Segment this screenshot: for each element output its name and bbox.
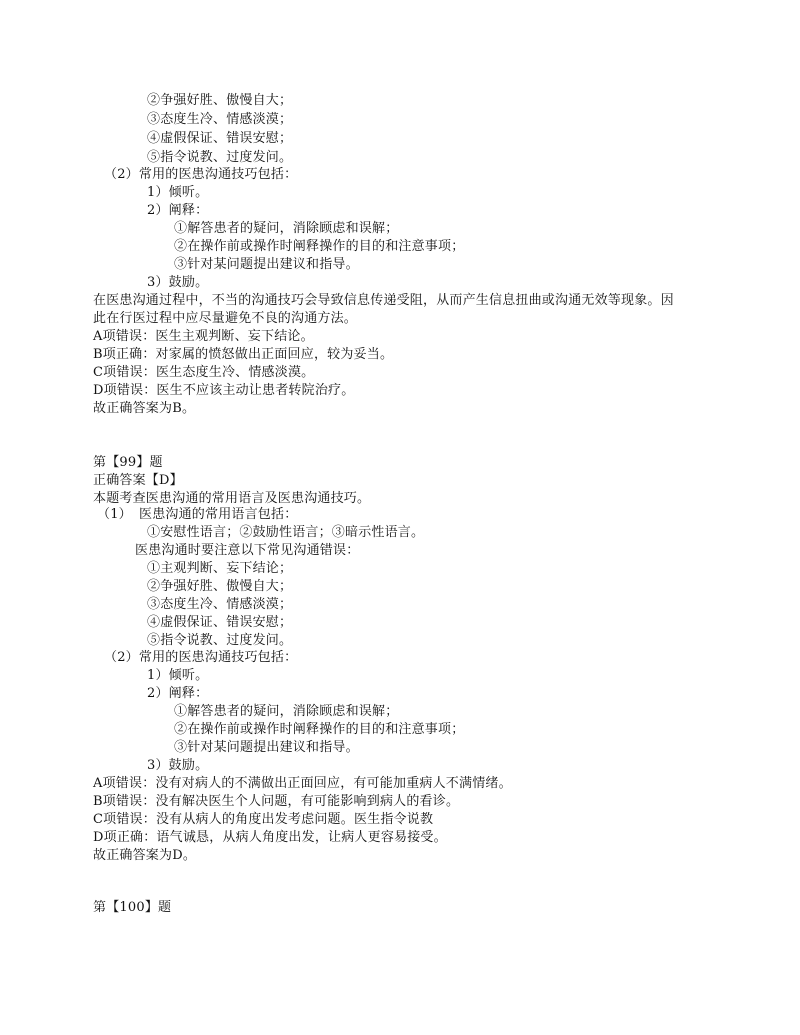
skill-item: 1）倾听。 — [147, 185, 209, 200]
skill-item: 3）鼓励。 — [147, 275, 209, 290]
skill-item: 2）阐释： — [147, 686, 209, 701]
skill-subitem: ③针对某问题提出建议和指导。 — [174, 257, 359, 272]
error-item: ②争强好胜、傲慢自大； — [147, 93, 293, 108]
error-item: ①主观判断、妄下结论； — [147, 561, 293, 576]
conclusion: 故正确答案为B。 — [93, 401, 196, 416]
error-item: ④虚假保证、错误安慰； — [147, 131, 293, 146]
option-c: C项错误：医生态度生冷、情感淡漠。 — [93, 365, 315, 380]
question-title: 第【99】题 — [93, 455, 163, 470]
question-title: 第【100】题 — [93, 900, 172, 915]
error-item: ③态度生冷、情感淡漠； — [147, 597, 293, 612]
errors-heading: 医患沟通时要注意以下常见沟通错误： — [135, 543, 360, 558]
skill-item: 1）倾听。 — [147, 668, 209, 683]
skill-subitem: ①解答患者的疑问，消除顾虑和误解； — [174, 704, 399, 719]
option-c: C项错误：没有从病人的角度出发考虑问题。医生指令说教 — [93, 812, 434, 827]
skill-subitem: ②在操作前或操作时阐释操作的目的和注意事项； — [174, 239, 465, 254]
error-item: ⑤指令说教、过度发问。 — [147, 150, 293, 165]
error-item: ④虚假保证、错误安慰； — [147, 615, 293, 630]
skill-item: 2）阐释： — [147, 203, 209, 218]
error-item: ⑤指令说教、过度发问。 — [147, 633, 293, 648]
skill-subitem: ①解答患者的疑问，消除顾虑和误解； — [174, 221, 399, 236]
question-intro: 本题考查医患沟通的常用语言及医患沟通技巧。 — [93, 491, 371, 506]
summary-line: 在医患沟通过程中，不当的沟通技巧会导致信息传递受阻，从而产生信息扭曲或沟通无效等现象。因 — [93, 293, 674, 308]
option-a: A项错误：没有对病人的不满做出正面回应，有可能加重病人不满情绪。 — [93, 776, 512, 791]
skill-subitem: ②在操作前或操作时阐释操作的目的和注意事项； — [174, 722, 465, 737]
conclusion: 故正确答案为D。 — [93, 848, 197, 863]
skills-heading: （2）常用的医患沟通技巧包括： — [104, 650, 298, 665]
summary-line: 此在行医过程中应尽量避免不良的沟通方法。 — [93, 311, 358, 326]
part-label: （1） — [97, 507, 132, 522]
option-d: D项正确：语气诚恳，从病人角度出发，让病人更容易接受。 — [93, 830, 447, 845]
part-heading: 医患沟通的常用语言包括： — [139, 507, 298, 522]
option-a: A项错误：医生主观判断、妄下结论。 — [93, 329, 314, 344]
error-item: ③态度生冷、情感淡漠； — [147, 112, 293, 127]
correct-answer: 正确答案【D】 — [93, 473, 183, 488]
skills-heading: （2）常用的医患沟通技巧包括： — [104, 167, 298, 182]
option-b: B项错误：没有解决医生个人问题，有可能影响到病人的看诊。 — [93, 794, 460, 809]
error-item: ②争强好胜、傲慢自大； — [147, 579, 293, 594]
option-b: B项正确：对家属的愤怒做出正面回应，较为妥当。 — [93, 347, 394, 362]
language-types: ①安慰性语言；②鼓励性语言；③暗示性语言。 — [147, 525, 425, 540]
option-d: D项错误：医生不应该主动让患者转院治疗。 — [93, 383, 355, 398]
skill-item: 3）鼓励。 — [147, 758, 209, 773]
skill-subitem: ③针对某问题提出建议和指导。 — [174, 740, 359, 755]
